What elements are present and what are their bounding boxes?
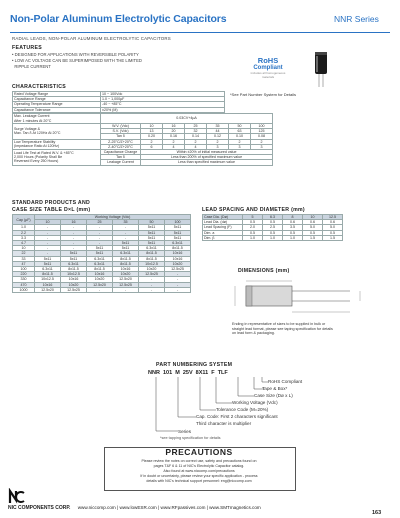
case-size-cell: 5x11: [139, 225, 165, 230]
case-size-cell: 12.5x25: [139, 272, 165, 277]
case-size-cell: -: [113, 230, 139, 235]
case-size-table: [12, 214, 191, 293]
case-size-cell: 5x11: [139, 241, 165, 246]
feature-item: • LOW AC VOLTAGE CAN BE SUPERIMPOSED WITH THE LIMITED: [12, 58, 142, 63]
case-size-cell: 5x11: [113, 246, 139, 251]
table-row: [203, 235, 343, 240]
lead-cell: 5.0: [323, 225, 343, 230]
case-size-cell: 5x11: [35, 261, 61, 266]
case-size-cell: -: [61, 235, 87, 240]
cap-cell: 220: [13, 272, 35, 277]
case-size-cell: -: [87, 235, 113, 240]
case-size-cell: -: [87, 287, 113, 292]
pn-label: Working Voltage (Vdc): [232, 400, 278, 405]
rohs-badge: [246, 56, 290, 79]
case-size-cell: 10x12.5: [61, 272, 87, 277]
case-size-cell: 6.3x11: [87, 261, 113, 266]
lead-cell: 1.0: [263, 235, 283, 240]
table-row: Capacitance Tolerance ±20% (M): [13, 107, 225, 112]
lead-cell: 0.5: [263, 230, 283, 235]
lead-cell: 1.0: [243, 235, 263, 240]
rohs-caption: *See Part Number System for Details: [230, 92, 297, 97]
case-size-cell: 12.5x20: [35, 287, 61, 292]
case-size-cell: -: [87, 230, 113, 235]
case-size-cell: 5x11: [61, 251, 87, 256]
lead-cell: 0.6: [303, 220, 323, 225]
case-size-cell: -: [61, 241, 87, 246]
case-size-cell: 10x12.5: [35, 277, 61, 282]
footer-links[interactable]: www.niccomp.com | www.lowESR.com | www.RFpassives.com | www.SMTmagnetics.com: [77, 505, 261, 510]
pn-label: Case Size (Dø x L): [254, 393, 293, 398]
case-size-cell: -: [165, 277, 191, 282]
case-size-cell: 10x16: [87, 272, 113, 277]
case-size-cell: -: [139, 287, 165, 292]
lead-cell: 5.0: [303, 225, 323, 230]
footer-company: NIC COMPONENTS CORP.: [8, 505, 71, 511]
lead-heading: LEAD SPACING AND DIAMETER (mm): [202, 207, 305, 213]
part-number-leaders: [150, 377, 280, 435]
part-number-heading: PART NUMBERING SYSTEM: [156, 362, 233, 368]
case-size-cell: -: [139, 282, 165, 287]
table-header: Cap (µF) Working Voltage (Vdc): [13, 215, 191, 220]
case-size-cell: 10x20: [113, 272, 139, 277]
pn-label: Third character is multiplier: [196, 421, 252, 426]
table-row: [13, 287, 191, 292]
case-size-cell: 8x11.5: [165, 246, 191, 251]
table-row: S.V. (Vdc) 13 20 32 44 63 125: [13, 129, 273, 134]
dimensions-heading: DIMENSIONS (mm): [238, 268, 290, 274]
case-size-cell: -: [35, 246, 61, 251]
case-size-cell: -: [87, 225, 113, 230]
lead-cell: 0.5: [243, 230, 263, 235]
cap-cell: 1.0: [13, 225, 35, 230]
title-rule: [10, 32, 390, 33]
case-size-cell: 5x11: [165, 225, 191, 230]
case-size-cell: 12.5x20: [113, 277, 139, 282]
case-size-cell: 10x20: [165, 261, 191, 266]
case-size-cell: 5x11: [165, 230, 191, 235]
pn-label: Tolerance Code (M=20%): [216, 407, 269, 412]
features-heading: FEATURES: [12, 45, 42, 51]
precaution-line: pages T&F 6 & 11 of NIC's Electrolytic Capacitor catalog.: [153, 464, 245, 468]
lead-cell: 1.0: [283, 235, 303, 240]
characteristics-heading: CHARACTERISTICS: [12, 84, 67, 90]
case-size-cell: 10x16: [61, 277, 87, 282]
case-size-cell: 10x20: [61, 282, 87, 287]
table-header: 10 16 25 35 50 100: [13, 220, 191, 225]
case-size-cell: 10x20: [87, 277, 113, 282]
case-size-cell: -: [35, 251, 61, 256]
rohs-label: RoHS: [257, 56, 279, 65]
precaution-line: If in doubt or uncertainty, please review your specific application - process: [140, 474, 258, 478]
case-size-cell: 8x11.5: [113, 256, 139, 261]
lead-cell: 0.5: [243, 220, 263, 225]
nic-logo-icon: [8, 488, 26, 504]
table-row: Max. Leakage Current After 1 minutes At 20°C 0.03CV+4µA: [13, 114, 273, 124]
pn-label: Cap. Code: First 2 characters significant: [196, 414, 278, 419]
table-row: Operating Temperature Range -40 ~ +85°C: [13, 102, 225, 107]
pn-label: Series: [178, 429, 192, 434]
case-size-cell: 6.3x11: [139, 246, 165, 251]
case-size-cell: 12.5x20: [87, 282, 113, 287]
rohs-note: includes all homogeneous materials: [250, 71, 286, 79]
cap-cell: 10: [13, 246, 35, 251]
cap-cell: 100: [13, 267, 35, 272]
feature-item: • DESIGNED FOR APPLICATIONS WITH REVERSIBLE POLARITY: [12, 52, 139, 57]
case-size-cell: 10x16: [165, 251, 191, 256]
table-header: Case Dia. (Dø) 5 6.3 8 10 12.5: [203, 215, 343, 220]
precaution-line: details with NIC's technical support personnel: eng@niccomp.com: [146, 479, 252, 483]
case-size-cell: 6.3x11: [61, 261, 87, 266]
case-size-cell: -: [113, 235, 139, 240]
lead-cell: 1.5: [323, 235, 343, 240]
table-row: Load Life Test at Rated W.V. & +85°C 2,000 Hours (Polarity Shall Be Reversed Every 250 Hours) Capacitance Change Within ±20% of initial measured value: [13, 150, 273, 155]
table-row: Leakage Current Less than specified maximum value: [13, 160, 273, 165]
case-size-cell: 5x11: [139, 230, 165, 235]
lead-cell: Dim. β: [203, 235, 243, 240]
cap-cell: 2.2: [13, 230, 35, 235]
case-size-cell: 8x11.5: [61, 267, 87, 272]
case-size-cell: 10x16: [165, 256, 191, 261]
table-row: Tan δ Less than 200% of specified maximum value: [13, 155, 273, 160]
subtitle: RADIAL LEADS, NON-POLAR ALUMINUM ELECTROLYTIC CAPACITORS: [12, 36, 171, 41]
cap-cell: 47: [13, 261, 35, 266]
lead-cell: Lead Dia. (dø): [203, 220, 243, 225]
characteristics-detail-table: [12, 113, 273, 166]
lead-cell: 0.5: [263, 220, 283, 225]
pn-label: RoHS Compliant: [268, 379, 303, 384]
case-size-cell: -: [35, 241, 61, 246]
lead-cell: Dim. a: [203, 230, 243, 235]
precautions-heading: PRECAUTIONS: [165, 447, 233, 457]
precaution-line: Also found at www.niccomp.com/precautions: [163, 469, 235, 473]
case-size-cell: 5x11: [35, 256, 61, 261]
case-size-cell: 10x12.5: [139, 261, 165, 266]
case-size-cell: 5x11: [87, 246, 113, 251]
dimension-note: Ending in representative of sizes to be supplied in bulk or straight lead format, please see taping specification for details on lead form & packaging.: [232, 322, 333, 336]
case-size-cell: 10x16: [113, 267, 139, 272]
pn-note: *see tapping specification for details: [160, 436, 221, 440]
cap-cell: 1000: [13, 287, 35, 292]
table-row: Low Temperature Stability (Impedance Ratio At 120Hz) Z-25°C/Z+20°C 2 2 2 2 2 2: [13, 139, 273, 144]
precaution-line: Please review the notes on correct use, safety and precautions found on: [141, 459, 257, 463]
cap-cell: 470: [13, 282, 35, 287]
table-row: Surge Voltage & Max. Tan δ At 120Hz At 20°C W.V. (Vdc) 10 16 25 35 50 100: [13, 124, 273, 129]
case-size-cell: 12.5x25: [113, 282, 139, 287]
case-size-cell: 6.3x11: [165, 241, 191, 246]
table-row: Z-40°C/Z+20°C 6 4 4 3 3 3: [13, 144, 273, 149]
standard-heading: STANDARD PRODUCTS AND: [12, 200, 91, 206]
case-size-cell: -: [113, 287, 139, 292]
lead-cell: Lead Spacing (F): [203, 225, 243, 230]
table-row: Capacitance Range 1.0 ~ 1,000µF: [13, 97, 225, 102]
cap-cell: 4.7: [13, 241, 35, 246]
case-size-heading: CASE SIZE TABLE D×L (mm): [12, 207, 91, 213]
case-size-cell: 10x16: [35, 282, 61, 287]
case-size-cell: -: [165, 287, 191, 292]
capacitor-photo: [310, 48, 332, 88]
case-size-cell: 5x11: [165, 235, 191, 240]
case-size-cell: -: [113, 225, 139, 230]
lead-cell: 0.5: [283, 230, 303, 235]
case-size-cell: -: [139, 277, 165, 282]
case-size-cell: 5x11: [113, 241, 139, 246]
table-row: Rated Voltage Range 10 ~ 100Vdc: [13, 92, 225, 97]
case-size-cell: 12.5x25: [61, 287, 87, 292]
feature-item: RIPPLE CURRENT: [12, 64, 51, 69]
pn-label: Tape & Box*: [262, 386, 288, 391]
case-size-cell: 6.3x11: [113, 251, 139, 256]
case-size-cell: -: [61, 230, 87, 235]
case-size-cell: 12.5x25: [165, 267, 191, 272]
part-number-example: NNR 101 M 25V 8X11 F TLF: [148, 370, 228, 376]
page-title: Non-Polar Aluminum Electrolytic Capacitors: [10, 13, 227, 25]
case-size-cell: 10x20: [139, 267, 165, 272]
case-size-cell: -: [87, 241, 113, 246]
case-size-cell: 8x11.5: [35, 272, 61, 277]
case-size-cell: 8x11.5: [139, 251, 165, 256]
case-size-cell: -: [35, 235, 61, 240]
rohs-compliant: Compliant: [253, 65, 283, 71]
lead-cell: 2.5: [263, 225, 283, 230]
characteristics-table: [12, 91, 225, 113]
cap-cell: 3.3: [13, 235, 35, 240]
case-size-cell: 8x11.5: [87, 267, 113, 272]
table-row: Tan δ 0.20 0.16 0.14 0.12 0.10 0.08: [13, 134, 273, 139]
cap-cell: 33: [13, 256, 35, 261]
case-size-cell: -: [35, 225, 61, 230]
lead-cell: 0.6: [283, 220, 303, 225]
lead-cell: 3.5: [283, 225, 303, 230]
lead-spacing-table: [202, 214, 343, 241]
footer: [8, 505, 261, 511]
case-size-cell: 5x11: [139, 235, 165, 240]
case-size-cell: 6.3x11: [87, 256, 113, 261]
precautions-text: [108, 459, 290, 484]
cap-cell: 330: [13, 277, 35, 282]
case-size-cell: -: [165, 272, 191, 277]
case-size-cell: 6.3x11: [35, 267, 61, 272]
case-size-cell: -: [61, 225, 87, 230]
lead-cell: 0.5: [323, 230, 343, 235]
lead-cell: 1.5: [303, 235, 323, 240]
dimension-drawing: [220, 276, 370, 318]
lead-cell: 2.0: [243, 225, 263, 230]
page-number: 163: [372, 510, 382, 516]
lead-cell: 0.6: [323, 220, 343, 225]
case-size-cell: 5x11: [61, 256, 87, 261]
case-size-cell: 8x11.5: [113, 261, 139, 266]
case-size-cell: -: [61, 246, 87, 251]
features-list: [12, 52, 142, 70]
case-size-cell: -: [35, 230, 61, 235]
case-size-cell: 5x11: [87, 251, 113, 256]
cap-cell: 22: [13, 251, 35, 256]
lead-cell: 0.5: [303, 230, 323, 235]
case-size-cell: 8x11.5: [139, 256, 165, 261]
series-name: NNR Series: [334, 14, 379, 24]
case-size-cell: -: [165, 282, 191, 287]
